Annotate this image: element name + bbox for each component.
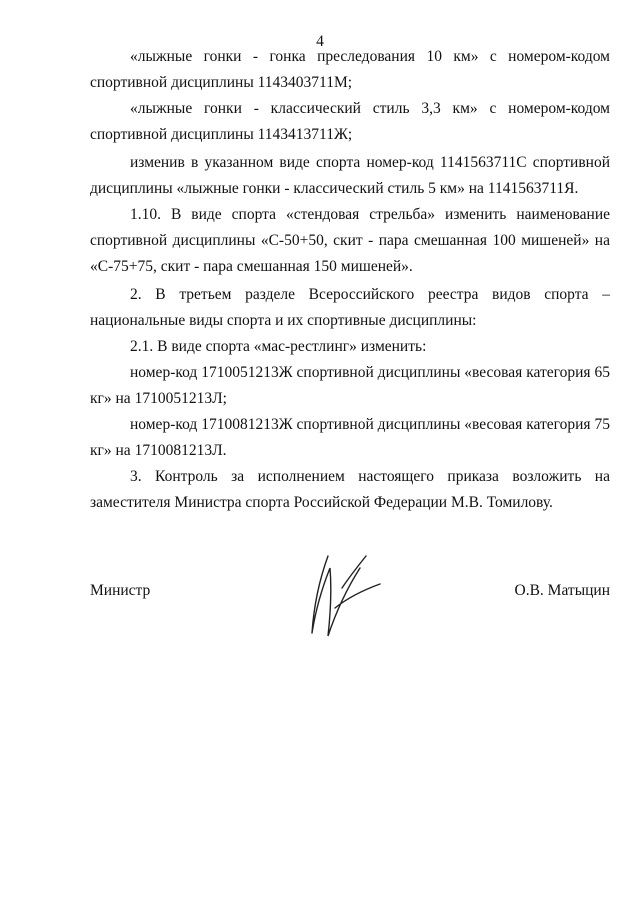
paragraph-weight-65: номер-код 1710051213Ж спортивной дисциплины «весовая категория 65 кг» на 1710051213Л; bbox=[90, 364, 610, 407]
paragraph-mas-wrestling: 2.1. В виде спорта «мас-рестлинг» изменить: bbox=[130, 338, 427, 355]
paragraph-shooting: 1.10. В виде спорта «стендовая стрельба» изменить наименование спортивной дисциплины «С-50+50, скит - пара смешанная 100 мишеней» на «С-75+75, скит - пара смешанная 150 мишеней». bbox=[90, 206, 610, 275]
signatory-title: Министр bbox=[90, 582, 151, 599]
paragraph-ski-classic-3-3: «лыжные гонки - классический стиль 3,3 км» с номером-кодом спортивной дисциплины 1143413711Ж; bbox=[90, 100, 610, 143]
paragraph-weight-75: номер-код 1710081213Ж спортивной дисциплины «весовая категория 75 кг» на 1710081213Л. bbox=[90, 416, 610, 459]
handwritten-signature bbox=[300, 548, 410, 648]
paragraph-national-sports: 2. В третьем разделе Всероссийского реестра видов спорта – национальные виды спорта и их спортивные дисциплины: bbox=[90, 286, 610, 329]
paragraph-ski-pursuit: «лыжные гонки - гонка преследования 10 км» с номером-кодом спортивной дисциплины 1143403711М; bbox=[90, 48, 610, 91]
signature-block bbox=[0, 578, 640, 658]
paragraph-control: 3. Контроль за исполнением настоящего приказа возложить на заместителя Министра спорта Российской Федерации М.В. Томилову. bbox=[90, 468, 610, 511]
paragraph-ski-code-change: изменив в указанном виде спорта номер-код 1141563711С спортивной дисциплины «лыжные гонки - классический стиль 5 км» на 1141563711Я. bbox=[90, 154, 610, 197]
signatory-name: О.В. Матыцин bbox=[514, 582, 610, 599]
page-number: 4 bbox=[316, 33, 324, 50]
